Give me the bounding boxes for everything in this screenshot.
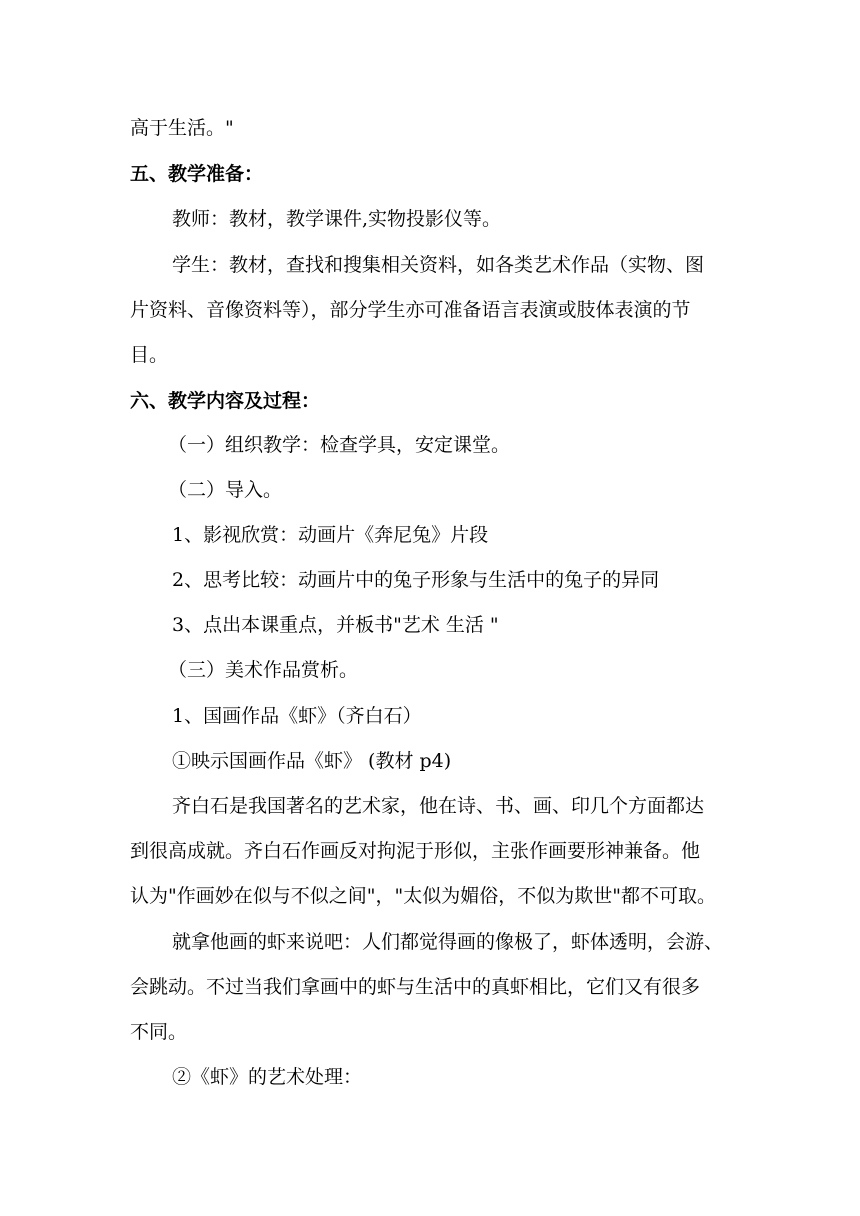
paragraph-qi-baishi-line1: 齐白石是我国著名的艺术家，他在诗、书、画、印几个方面都达 bbox=[172, 795, 705, 817]
paragraph-shrimp-line2: 会跳动。不过当我们拿画中的虾与生活中的真虾相比，它们又有很多 bbox=[130, 976, 701, 998]
step-art-appreciation: （三）美术作品赏析。 bbox=[168, 659, 359, 681]
artwork-item-1: 1、国画作品《虾》（齐白石） bbox=[172, 705, 422, 727]
intro-item-2: 2、思考比较：动画片中的兔子形象与生活中的兔子的异同 bbox=[172, 569, 660, 591]
paragraph-shrimp-line3: 不同。 bbox=[130, 1021, 188, 1043]
paragraph-student-prep-line2: 片资料、音像资料等），部分学生亦可准备语言表演或肢体表演的节 bbox=[130, 299, 691, 321]
section-heading-process: 六、教学内容及过程： bbox=[130, 390, 321, 412]
artwork-subitem-1: ①映示国画作品《虾》 (教材 p4) bbox=[172, 750, 452, 772]
step-organize: （一）组织教学：检查学具，安定课堂。 bbox=[168, 434, 511, 456]
intro-item-3: 3、点出本课重点，并板书"艺术 生活 " bbox=[172, 614, 499, 636]
paragraph-qi-baishi-line2: 到很高成就。齐白石作画反对拘泥于形似，主张作画要形神兼备。他 bbox=[130, 840, 701, 862]
paragraph-qi-baishi-line3: 认为"作画妙在似与不似之间"，"太似为媚俗，不似为欺世"都不可取。 bbox=[130, 885, 716, 907]
text-line-continuation: 高于生活。" bbox=[130, 117, 234, 139]
paragraph-student-prep-line1: 学生：教材，查找和搜集相关资料，如各类艺术作品（实物、图 bbox=[172, 254, 705, 276]
paragraph-shrimp-line1: 就拿他画的虾来说吧：人们都觉得画的像极了，虾体透明，会游、 bbox=[172, 931, 724, 953]
intro-item-1: 1、影视欣赏：动画片《奔尼兔》片段 bbox=[172, 524, 489, 546]
paragraph-teacher-prep: 教师：教材，教学课件,实物投影仪等。 bbox=[172, 208, 502, 230]
paragraph-student-prep-line3: 目。 bbox=[130, 344, 169, 366]
artwork-subitem-2: ②《虾》的艺术处理： bbox=[172, 1066, 363, 1088]
step-intro: （二）导入。 bbox=[168, 479, 283, 501]
section-heading-preparation: 五、教学准备： bbox=[130, 163, 264, 185]
